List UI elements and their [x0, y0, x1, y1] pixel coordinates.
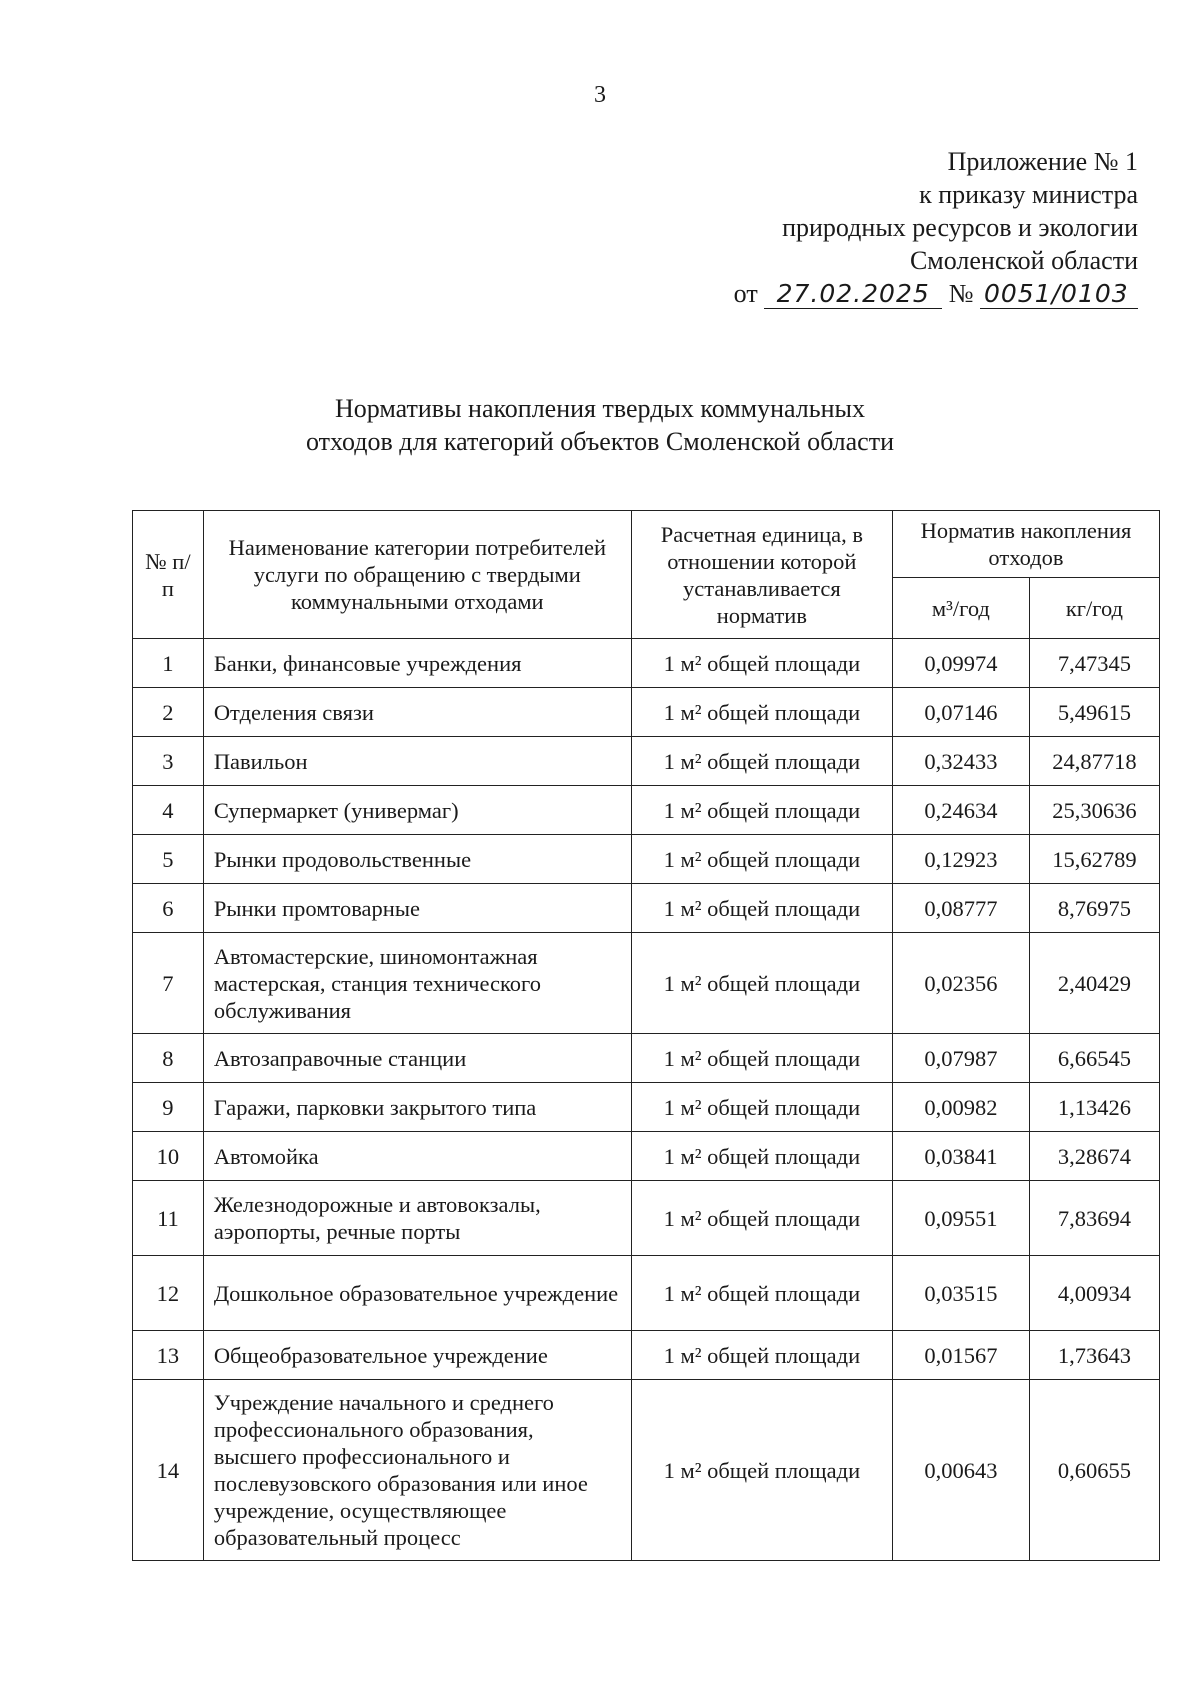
row-m3: 0,01567	[892, 1331, 1029, 1380]
row-category: Гаражи, парковки закрытого типа	[203, 1083, 631, 1132]
row-category: Железнодорожные и автовокзалы, аэропорты, речные порты	[203, 1181, 631, 1256]
row-category: Общеобразовательное учреждение	[203, 1331, 631, 1380]
number-prefix: №	[948, 279, 974, 308]
row-kg: 6,66545	[1029, 1034, 1159, 1083]
document-title-line-1: Нормативы накопления твердых коммунальных	[334, 394, 866, 423]
row-unit: 1 м² общей площади	[631, 1132, 892, 1181]
table-row	[133, 835, 1160, 884]
row-num: 7	[133, 933, 204, 1034]
row-category: Рынки промтоварные	[203, 884, 631, 933]
row-m3: 0,00982	[892, 1083, 1029, 1132]
row-category: Автомойка	[203, 1132, 631, 1181]
row-m3: 0,07146	[892, 688, 1029, 737]
row-unit: 1 м² общей площади	[631, 933, 892, 1034]
row-num: 1	[133, 639, 204, 688]
row-kg: 8,76975	[1029, 884, 1159, 933]
table-row	[133, 786, 1160, 835]
row-num: 2	[133, 688, 204, 737]
row-category: Супермаркет (универмаг)	[203, 786, 631, 835]
table-row	[133, 737, 1160, 786]
row-m3: 0,02356	[892, 933, 1029, 1034]
row-num: 5	[133, 835, 204, 884]
table-row	[133, 884, 1160, 933]
appendix-line-3: природных ресурсов и экологии	[782, 213, 1138, 242]
appendix-line-2: к приказу министра	[919, 180, 1138, 209]
row-num: 13	[133, 1331, 204, 1380]
table-row	[133, 933, 1160, 1034]
row-m3: 0,32433	[892, 737, 1029, 786]
row-m3: 0,03515	[892, 1256, 1029, 1331]
row-category: Автомастерские, шиномонтажная мастерская, станция технического обслуживания	[203, 933, 631, 1034]
appendix-line-4: Смоленской области	[909, 246, 1138, 275]
row-num: 9	[133, 1083, 204, 1132]
header-name: Наименование категории потребителей услуги по обращению с твердыми коммунальными отходами	[203, 511, 631, 639]
row-category: Банки, финансовые учреждения	[203, 639, 631, 688]
row-m3: 0,07987	[892, 1034, 1029, 1083]
row-unit: 1 м² общей площади	[631, 688, 892, 737]
row-unit: 1 м² общей площади	[631, 835, 892, 884]
header-m3: м³/год	[892, 578, 1029, 639]
row-unit: 1 м² общей площади	[631, 786, 892, 835]
table-row	[133, 1331, 1160, 1380]
date-prefix: от	[733, 279, 758, 308]
row-num: 12	[133, 1256, 204, 1331]
row-kg: 5,49615	[1029, 688, 1159, 737]
row-kg: 7,47345	[1029, 639, 1159, 688]
row-kg: 4,00934	[1029, 1256, 1159, 1331]
table-row	[133, 639, 1160, 688]
handwritten-date: 27.02.2025	[764, 280, 942, 309]
page-number: 3	[594, 82, 606, 108]
row-num: 10	[133, 1132, 204, 1181]
row-m3: 0,03841	[892, 1132, 1029, 1181]
row-m3: 0,09974	[892, 639, 1029, 688]
header-kg: кг/год	[1029, 578, 1159, 639]
row-m3: 0,24634	[892, 786, 1029, 835]
row-kg: 24,87718	[1029, 737, 1159, 786]
document-title-line-2: отходов для категорий объектов Смоленской области	[305, 427, 894, 456]
row-kg: 15,62789	[1029, 835, 1159, 884]
row-unit: 1 м² общей площади	[631, 1256, 892, 1331]
row-num: 8	[133, 1034, 204, 1083]
row-unit: 1 м² общей площади	[631, 1034, 892, 1083]
table-row	[133, 1083, 1160, 1132]
table-row	[133, 1181, 1160, 1256]
table-row	[133, 1034, 1160, 1083]
appendix-title: Приложение № 1	[947, 147, 1138, 176]
row-category: Дошкольное образовательное учреждение	[203, 1256, 631, 1331]
table-row	[133, 1256, 1160, 1331]
row-kg: 1,73643	[1029, 1331, 1159, 1380]
row-m3: 0,08777	[892, 884, 1029, 933]
row-unit: 1 м² общей площади	[631, 1331, 892, 1380]
row-unit: 1 м² общей площади	[631, 1181, 892, 1256]
row-m3: 0,12923	[892, 835, 1029, 884]
row-category: Учреждение начального и среднего профессионального образования, высшего профессионального и послевузовского образования или иное учреждение, осуществляющее образовательный процесс	[203, 1380, 631, 1561]
row-kg: 3,28674	[1029, 1132, 1159, 1181]
row-category: Рынки продовольственные	[203, 835, 631, 884]
header-unit: Расчетная единица, в отношении которой устанавливается норматив	[631, 511, 892, 639]
handwritten-number: 0051/0103	[980, 280, 1138, 309]
row-kg: 25,30636	[1029, 786, 1159, 835]
row-num: 14	[133, 1380, 204, 1561]
row-unit: 1 м² общей площади	[631, 639, 892, 688]
header-norm: Норматив накопления отходов	[892, 511, 1159, 578]
table-row	[133, 1380, 1160, 1561]
row-num: 4	[133, 786, 204, 835]
table-row	[133, 1132, 1160, 1181]
row-kg: 2,40429	[1029, 933, 1159, 1034]
row-num: 11	[133, 1181, 204, 1256]
row-kg: 0,60655	[1029, 1380, 1159, 1561]
appendix-block	[578, 145, 1138, 310]
row-m3: 0,09551	[892, 1181, 1029, 1256]
row-category: Автозаправочные станции	[203, 1034, 631, 1083]
row-kg: 7,83694	[1029, 1181, 1159, 1256]
row-m3: 0,00643	[892, 1380, 1029, 1561]
norms-table	[132, 510, 1160, 1561]
row-unit: 1 м² общей площади	[631, 1380, 892, 1561]
row-category: Отделения связи	[203, 688, 631, 737]
row-num: 3	[133, 737, 204, 786]
header-num: № п/п	[133, 511, 204, 639]
document-title	[0, 392, 1200, 458]
order-date-number-line	[578, 277, 1138, 310]
table-row	[133, 688, 1160, 737]
row-category: Павильон	[203, 737, 631, 786]
row-unit: 1 м² общей площади	[631, 737, 892, 786]
row-num: 6	[133, 884, 204, 933]
row-unit: 1 м² общей площади	[631, 1083, 892, 1132]
row-unit: 1 м² общей площади	[631, 884, 892, 933]
row-kg: 1,13426	[1029, 1083, 1159, 1132]
